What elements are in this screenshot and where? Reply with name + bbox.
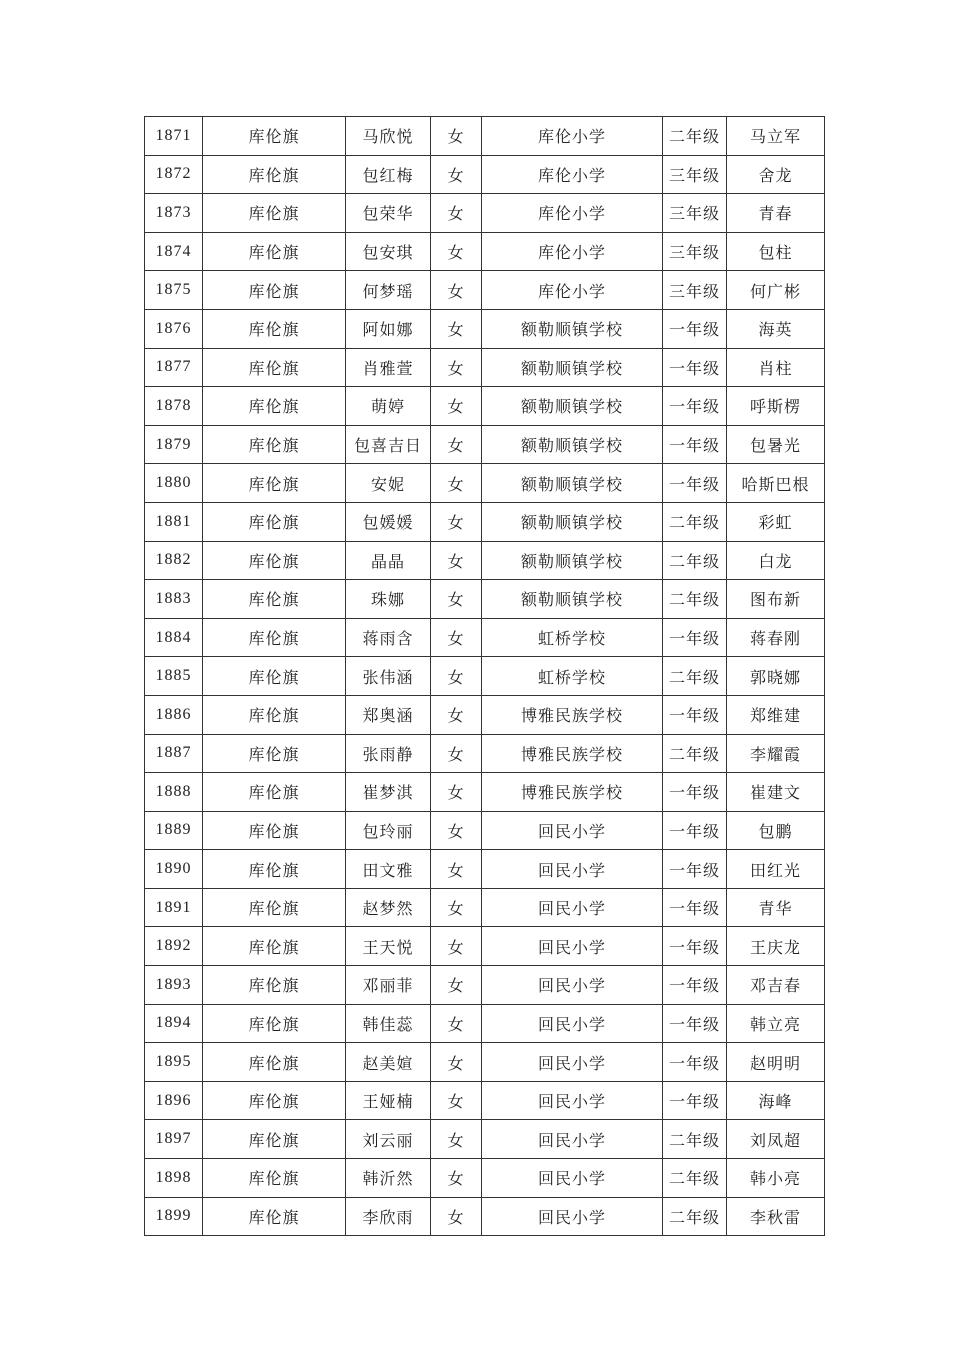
school-cell: 回民小学 — [482, 1043, 663, 1082]
serial-number-cell: 1877 — [145, 348, 203, 387]
serial-number-cell: 1896 — [145, 1081, 203, 1120]
school-cell: 回民小学 — [482, 1120, 663, 1159]
county-cell: 库伦旗 — [203, 464, 346, 503]
county-cell: 库伦旗 — [203, 580, 346, 619]
table-row — [145, 1081, 825, 1120]
school-cell: 库伦小学 — [482, 117, 663, 156]
guardian-name-cell: 青华 — [727, 888, 825, 927]
school-cell: 额勒顺镇学校 — [482, 464, 663, 503]
table-row — [145, 966, 825, 1005]
school-cell: 回民小学 — [482, 888, 663, 927]
roster-body — [145, 117, 825, 1236]
gender-cell: 女 — [431, 425, 482, 464]
gender-cell: 女 — [431, 734, 482, 773]
grade-cell: 三年级 — [663, 155, 727, 194]
school-cell: 额勒顺镇学校 — [482, 580, 663, 619]
gender-cell: 女 — [431, 309, 482, 348]
gender-cell: 女 — [431, 1197, 482, 1236]
student-name-cell: 蒋雨含 — [346, 618, 431, 657]
student-name-cell: 包媛媛 — [346, 502, 431, 541]
county-cell: 库伦旗 — [203, 618, 346, 657]
serial-number-cell: 1898 — [145, 1159, 203, 1198]
school-cell: 回民小学 — [482, 850, 663, 889]
table-row — [145, 387, 825, 426]
grade-cell: 一年级 — [663, 850, 727, 889]
table-row — [145, 888, 825, 927]
school-cell: 额勒顺镇学校 — [482, 309, 663, 348]
table-row — [145, 1004, 825, 1043]
serial-number-cell: 1882 — [145, 541, 203, 580]
student-name-cell: 珠娜 — [346, 580, 431, 619]
guardian-name-cell: 赵明明 — [727, 1043, 825, 1082]
county-cell: 库伦旗 — [203, 734, 346, 773]
school-cell: 库伦小学 — [482, 194, 663, 233]
grade-cell: 三年级 — [663, 232, 727, 271]
guardian-name-cell: 图布新 — [727, 580, 825, 619]
student-name-cell: 郑奥涵 — [346, 695, 431, 734]
table-row — [145, 618, 825, 657]
grade-cell: 二年级 — [663, 541, 727, 580]
guardian-name-cell: 邓吉春 — [727, 966, 825, 1005]
gender-cell: 女 — [431, 1120, 482, 1159]
gender-cell: 女 — [431, 1004, 482, 1043]
county-cell: 库伦旗 — [203, 966, 346, 1005]
grade-cell: 一年级 — [663, 309, 727, 348]
student-roster-table — [144, 116, 825, 1236]
school-cell: 回民小学 — [482, 966, 663, 1005]
grade-cell: 二年级 — [663, 1159, 727, 1198]
school-cell: 回民小学 — [482, 1081, 663, 1120]
guardian-name-cell: 哈斯巴根 — [727, 464, 825, 503]
serial-number-cell: 1871 — [145, 117, 203, 156]
county-cell: 库伦旗 — [203, 309, 346, 348]
guardian-name-cell: 何广彬 — [727, 271, 825, 310]
school-cell: 回民小学 — [482, 811, 663, 850]
serial-number-cell: 1889 — [145, 811, 203, 850]
serial-number-cell: 1876 — [145, 309, 203, 348]
grade-cell: 一年级 — [663, 464, 727, 503]
guardian-name-cell: 韩小亮 — [727, 1159, 825, 1198]
school-cell: 库伦小学 — [482, 271, 663, 310]
county-cell: 库伦旗 — [203, 1159, 346, 1198]
guardian-name-cell: 海英 — [727, 309, 825, 348]
school-cell: 额勒顺镇学校 — [482, 541, 663, 580]
grade-cell: 二年级 — [663, 1120, 727, 1159]
county-cell: 库伦旗 — [203, 850, 346, 889]
student-name-cell: 包玲丽 — [346, 811, 431, 850]
serial-number-cell: 1872 — [145, 155, 203, 194]
table-row — [145, 1043, 825, 1082]
gender-cell: 女 — [431, 1159, 482, 1198]
student-name-cell: 肖雅萱 — [346, 348, 431, 387]
serial-number-cell: 1888 — [145, 773, 203, 812]
guardian-name-cell: 李耀霞 — [727, 734, 825, 773]
county-cell: 库伦旗 — [203, 1081, 346, 1120]
serial-number-cell: 1880 — [145, 464, 203, 503]
gender-cell: 女 — [431, 811, 482, 850]
student-name-cell: 包喜吉日 — [346, 425, 431, 464]
school-cell: 额勒顺镇学校 — [482, 387, 663, 426]
gender-cell: 女 — [431, 618, 482, 657]
table-row — [145, 155, 825, 194]
grade-cell: 二年级 — [663, 657, 727, 696]
county-cell: 库伦旗 — [203, 888, 346, 927]
school-cell: 回民小学 — [482, 1159, 663, 1198]
table-row — [145, 309, 825, 348]
school-cell: 回民小学 — [482, 927, 663, 966]
student-name-cell: 阿如娜 — [346, 309, 431, 348]
serial-number-cell: 1879 — [145, 425, 203, 464]
county-cell: 库伦旗 — [203, 1197, 346, 1236]
guardian-name-cell: 韩立亮 — [727, 1004, 825, 1043]
guardian-name-cell: 李秋雷 — [727, 1197, 825, 1236]
guardian-name-cell: 呼斯楞 — [727, 387, 825, 426]
guardian-name-cell: 郑维建 — [727, 695, 825, 734]
serial-number-cell: 1887 — [145, 734, 203, 773]
gender-cell: 女 — [431, 657, 482, 696]
grade-cell: 一年级 — [663, 425, 727, 464]
county-cell: 库伦旗 — [203, 811, 346, 850]
county-cell: 库伦旗 — [203, 155, 346, 194]
county-cell: 库伦旗 — [203, 194, 346, 233]
grade-cell: 一年级 — [663, 1081, 727, 1120]
grade-cell: 二年级 — [663, 502, 727, 541]
guardian-name-cell: 刘凤超 — [727, 1120, 825, 1159]
serial-number-cell: 1897 — [145, 1120, 203, 1159]
county-cell: 库伦旗 — [203, 1120, 346, 1159]
guardian-name-cell: 舍龙 — [727, 155, 825, 194]
serial-number-cell: 1886 — [145, 695, 203, 734]
school-cell: 库伦小学 — [482, 155, 663, 194]
serial-number-cell: 1885 — [145, 657, 203, 696]
serial-number-cell: 1878 — [145, 387, 203, 426]
table-row — [145, 464, 825, 503]
grade-cell: 一年级 — [663, 348, 727, 387]
serial-number-cell: 1891 — [145, 888, 203, 927]
grade-cell: 二年级 — [663, 117, 727, 156]
county-cell: 库伦旗 — [203, 117, 346, 156]
gender-cell: 女 — [431, 580, 482, 619]
table-row — [145, 271, 825, 310]
gender-cell: 女 — [431, 541, 482, 580]
student-name-cell: 包红梅 — [346, 155, 431, 194]
student-name-cell: 赵梦然 — [346, 888, 431, 927]
grade-cell: 一年级 — [663, 927, 727, 966]
table-row — [145, 502, 825, 541]
student-name-cell: 马欣悦 — [346, 117, 431, 156]
serial-number-cell: 1881 — [145, 502, 203, 541]
school-cell: 博雅民族学校 — [482, 695, 663, 734]
school-cell: 回民小学 — [482, 1197, 663, 1236]
grade-cell: 一年级 — [663, 1004, 727, 1043]
grade-cell: 一年级 — [663, 773, 727, 812]
student-name-cell: 崔梦淇 — [346, 773, 431, 812]
gender-cell: 女 — [431, 966, 482, 1005]
grade-cell: 一年级 — [663, 1043, 727, 1082]
student-name-cell: 李欣雨 — [346, 1197, 431, 1236]
gender-cell: 女 — [431, 773, 482, 812]
grade-cell: 一年级 — [663, 888, 727, 927]
guardian-name-cell: 王庆龙 — [727, 927, 825, 966]
gender-cell: 女 — [431, 850, 482, 889]
student-name-cell: 韩沂然 — [346, 1159, 431, 1198]
guardian-name-cell: 白龙 — [727, 541, 825, 580]
school-cell: 额勒顺镇学校 — [482, 348, 663, 387]
county-cell: 库伦旗 — [203, 1004, 346, 1043]
gender-cell: 女 — [431, 695, 482, 734]
county-cell: 库伦旗 — [203, 1043, 346, 1082]
table-row — [145, 657, 825, 696]
school-cell: 虹桥学校 — [482, 618, 663, 657]
table-row — [145, 580, 825, 619]
student-name-cell: 萌婷 — [346, 387, 431, 426]
grade-cell: 二年级 — [663, 1197, 727, 1236]
guardian-name-cell: 肖柱 — [727, 348, 825, 387]
student-name-cell: 安妮 — [346, 464, 431, 503]
student-name-cell: 王娅楠 — [346, 1081, 431, 1120]
gender-cell: 女 — [431, 387, 482, 426]
school-cell: 博雅民族学校 — [482, 773, 663, 812]
guardian-name-cell: 崔建文 — [727, 773, 825, 812]
student-name-cell: 邓丽菲 — [346, 966, 431, 1005]
guardian-name-cell: 彩虹 — [727, 502, 825, 541]
student-name-cell: 张雨静 — [346, 734, 431, 773]
gender-cell: 女 — [431, 348, 482, 387]
table-row — [145, 927, 825, 966]
serial-number-cell: 1874 — [145, 232, 203, 271]
grade-cell: 一年级 — [663, 811, 727, 850]
grade-cell: 一年级 — [663, 695, 727, 734]
school-cell: 额勒顺镇学校 — [482, 502, 663, 541]
table-row — [145, 117, 825, 156]
serial-number-cell: 1892 — [145, 927, 203, 966]
guardian-name-cell: 包鹏 — [727, 811, 825, 850]
student-name-cell: 韩佳蕊 — [346, 1004, 431, 1043]
table-row — [145, 232, 825, 271]
table-row — [145, 425, 825, 464]
guardian-name-cell: 海峰 — [727, 1081, 825, 1120]
county-cell: 库伦旗 — [203, 387, 346, 426]
student-name-cell: 包安琪 — [346, 232, 431, 271]
student-name-cell: 包荣华 — [346, 194, 431, 233]
gender-cell: 女 — [431, 464, 482, 503]
gender-cell: 女 — [431, 232, 482, 271]
gender-cell: 女 — [431, 117, 482, 156]
serial-number-cell: 1884 — [145, 618, 203, 657]
serial-number-cell: 1890 — [145, 850, 203, 889]
guardian-name-cell: 郭晓娜 — [727, 657, 825, 696]
serial-number-cell: 1873 — [145, 194, 203, 233]
table-row — [145, 1159, 825, 1198]
gender-cell: 女 — [431, 1043, 482, 1082]
guardian-name-cell: 青春 — [727, 194, 825, 233]
county-cell: 库伦旗 — [203, 695, 346, 734]
guardian-name-cell: 包柱 — [727, 232, 825, 271]
gender-cell: 女 — [431, 271, 482, 310]
county-cell: 库伦旗 — [203, 773, 346, 812]
student-name-cell: 刘云丽 — [346, 1120, 431, 1159]
guardian-name-cell: 包暑光 — [727, 425, 825, 464]
grade-cell: 一年级 — [663, 618, 727, 657]
gender-cell: 女 — [431, 155, 482, 194]
student-name-cell: 张伟涵 — [346, 657, 431, 696]
gender-cell: 女 — [431, 927, 482, 966]
county-cell: 库伦旗 — [203, 425, 346, 464]
county-cell: 库伦旗 — [203, 541, 346, 580]
gender-cell: 女 — [431, 1081, 482, 1120]
student-name-cell: 赵美媗 — [346, 1043, 431, 1082]
grade-cell: 一年级 — [663, 387, 727, 426]
serial-number-cell: 1893 — [145, 966, 203, 1005]
student-name-cell: 王天悦 — [346, 927, 431, 966]
grade-cell: 三年级 — [663, 194, 727, 233]
grade-cell: 二年级 — [663, 580, 727, 619]
table-row — [145, 348, 825, 387]
school-cell: 库伦小学 — [482, 232, 663, 271]
county-cell: 库伦旗 — [203, 657, 346, 696]
student-name-cell: 晶晶 — [346, 541, 431, 580]
table-row — [145, 541, 825, 580]
gender-cell: 女 — [431, 888, 482, 927]
guardian-name-cell: 田红光 — [727, 850, 825, 889]
school-cell: 额勒顺镇学校 — [482, 425, 663, 464]
table-row — [145, 194, 825, 233]
county-cell: 库伦旗 — [203, 348, 346, 387]
grade-cell: 二年级 — [663, 734, 727, 773]
gender-cell: 女 — [431, 194, 482, 233]
serial-number-cell: 1875 — [145, 271, 203, 310]
grade-cell: 三年级 — [663, 271, 727, 310]
serial-number-cell: 1883 — [145, 580, 203, 619]
county-cell: 库伦旗 — [203, 927, 346, 966]
serial-number-cell: 1895 — [145, 1043, 203, 1082]
serial-number-cell: 1899 — [145, 1197, 203, 1236]
student-name-cell: 何梦瑶 — [346, 271, 431, 310]
table-row — [145, 695, 825, 734]
guardian-name-cell: 蒋春刚 — [727, 618, 825, 657]
table-row — [145, 811, 825, 850]
guardian-name-cell: 马立军 — [727, 117, 825, 156]
gender-cell: 女 — [431, 502, 482, 541]
student-name-cell: 田文雅 — [346, 850, 431, 889]
county-cell: 库伦旗 — [203, 232, 346, 271]
table-row — [145, 850, 825, 889]
county-cell: 库伦旗 — [203, 502, 346, 541]
grade-cell: 一年级 — [663, 966, 727, 1005]
table-row — [145, 1120, 825, 1159]
table-row — [145, 773, 825, 812]
county-cell: 库伦旗 — [203, 271, 346, 310]
school-cell: 博雅民族学校 — [482, 734, 663, 773]
school-cell: 虹桥学校 — [482, 657, 663, 696]
school-cell: 回民小学 — [482, 1004, 663, 1043]
table-row — [145, 1197, 825, 1236]
table-row — [145, 734, 825, 773]
serial-number-cell: 1894 — [145, 1004, 203, 1043]
